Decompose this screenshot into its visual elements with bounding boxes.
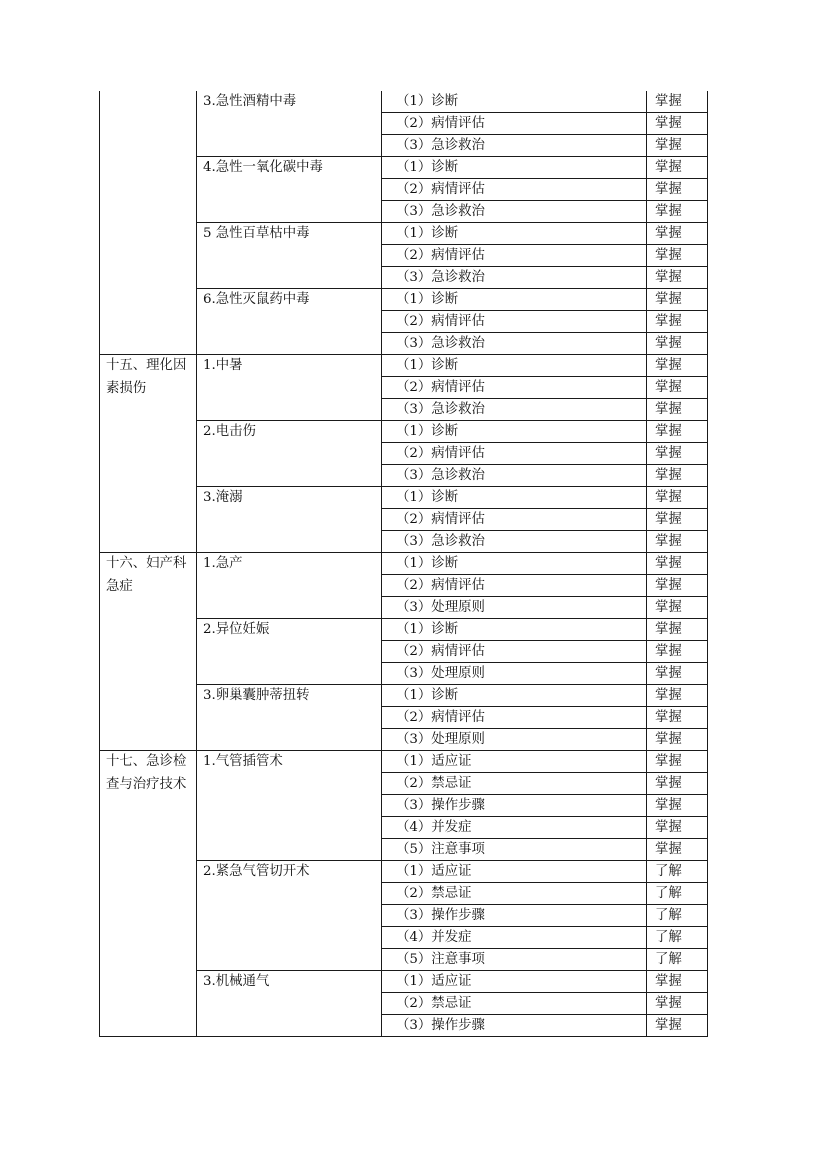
subtopic-cell: （3）处理原则 xyxy=(382,663,647,685)
subtopic-cell: （2）病情评估 xyxy=(382,113,647,135)
requirement-cell: 掌握 xyxy=(647,619,708,641)
subtopic-cell: （4）并发症 xyxy=(382,817,647,839)
subtopic-cell: （1）诊断 xyxy=(382,223,647,245)
requirement-cell: 掌握 xyxy=(647,443,708,465)
requirement-cell: 掌握 xyxy=(647,707,708,729)
requirement-cell: 掌握 xyxy=(647,333,708,355)
subtopic-cell: （3）急诊救治 xyxy=(382,201,647,223)
requirement-cell: 掌握 xyxy=(647,179,708,201)
category-cell xyxy=(100,91,197,355)
requirement-cell: 掌握 xyxy=(647,311,708,333)
subtopic-cell: （3）操作步骤 xyxy=(382,795,647,817)
requirement-cell: 掌握 xyxy=(647,399,708,421)
requirement-cell: 掌握 xyxy=(647,135,708,157)
requirement-cell: 掌握 xyxy=(647,597,708,619)
subtopic-cell: （1）适应证 xyxy=(382,861,647,883)
requirement-cell: 掌握 xyxy=(647,663,708,685)
topic-cell: 6.急性灭鼠药中毒 xyxy=(197,289,382,355)
topic-cell: 3.机械通气 xyxy=(197,971,382,1037)
requirement-cell: 掌握 xyxy=(647,993,708,1015)
topic-cell: 2.电击伤 xyxy=(197,421,382,487)
requirement-cell: 掌握 xyxy=(647,531,708,553)
category-cell: 十五、理化因素损伤 xyxy=(100,355,197,553)
requirement-cell: 了解 xyxy=(647,883,708,905)
subtopic-cell: （2）病情评估 xyxy=(382,179,647,201)
requirement-cell: 掌握 xyxy=(647,267,708,289)
subtopic-cell: （2）病情评估 xyxy=(382,443,647,465)
subtopic-cell: （1）适应证 xyxy=(382,751,647,773)
requirement-cell: 掌握 xyxy=(647,421,708,443)
requirement-cell: 掌握 xyxy=(647,575,708,597)
requirement-cell: 掌握 xyxy=(647,245,708,267)
subtopic-cell: （2）禁忌证 xyxy=(382,883,647,905)
topic-cell: 3.淹溺 xyxy=(197,487,382,553)
subtopic-cell: （2）病情评估 xyxy=(382,377,647,399)
subtopic-cell: （2）禁忌证 xyxy=(382,773,647,795)
subtopic-cell: （1）诊断 xyxy=(382,421,647,443)
subtopic-cell: （1）诊断 xyxy=(382,157,647,179)
subtopic-cell: （3）操作步骤 xyxy=(382,1015,647,1037)
requirement-cell: 掌握 xyxy=(647,113,708,135)
table-row xyxy=(100,553,708,575)
requirement-cell: 掌握 xyxy=(647,685,708,707)
topic-cell: 2.异位妊娠 xyxy=(197,619,382,685)
requirement-cell: 掌握 xyxy=(647,201,708,223)
subtopic-cell: （2）病情评估 xyxy=(382,311,647,333)
subtopic-cell: （1）诊断 xyxy=(382,487,647,509)
table-row xyxy=(100,355,708,377)
topic-cell: 3.卵巢囊肿蒂扭转 xyxy=(197,685,382,751)
requirement-cell: 掌握 xyxy=(647,553,708,575)
subtopic-cell: （1）诊断 xyxy=(382,355,647,377)
requirement-cell: 掌握 xyxy=(647,795,708,817)
subtopic-cell: （2）病情评估 xyxy=(382,245,647,267)
requirement-cell: 了解 xyxy=(647,905,708,927)
table-row xyxy=(100,91,708,113)
subtopic-cell: （2）病情评估 xyxy=(382,707,647,729)
requirement-cell: 掌握 xyxy=(647,465,708,487)
subtopic-cell: （3）急诊救治 xyxy=(382,333,647,355)
subtopic-cell: （2）病情评估 xyxy=(382,641,647,663)
subtopic-cell: （1）适应证 xyxy=(382,971,647,993)
subtopic-cell: （2）病情评估 xyxy=(382,509,647,531)
requirement-cell: 掌握 xyxy=(647,971,708,993)
topic-cell: 5 急性百草枯中毒 xyxy=(197,223,382,289)
requirement-cell: 掌握 xyxy=(647,641,708,663)
category-cell: 十七、急诊检查与治疗技术 xyxy=(100,751,197,1037)
requirement-cell: 掌握 xyxy=(647,817,708,839)
subtopic-cell: （3）急诊救治 xyxy=(382,531,647,553)
subtopic-cell: （5）注意事项 xyxy=(382,839,647,861)
subtopic-cell: （1）诊断 xyxy=(382,685,647,707)
subtopic-cell: （3）处理原则 xyxy=(382,729,647,751)
requirement-cell: 掌握 xyxy=(647,91,708,113)
requirement-cell: 掌握 xyxy=(647,751,708,773)
syllabus-table xyxy=(99,91,708,1037)
subtopic-cell: （3）急诊救治 xyxy=(382,135,647,157)
requirement-cell: 掌握 xyxy=(647,1015,708,1037)
topic-cell: 3.急性酒精中毒 xyxy=(197,91,382,157)
subtopic-cell: （2）禁忌证 xyxy=(382,993,647,1015)
topic-cell: 2.紧急气管切开术 xyxy=(197,861,382,971)
subtopic-cell: （1）诊断 xyxy=(382,619,647,641)
requirement-cell: 掌握 xyxy=(647,377,708,399)
requirement-cell: 了解 xyxy=(647,949,708,971)
requirement-cell: 掌握 xyxy=(647,729,708,751)
category-cell: 十六、妇产科急症 xyxy=(100,553,197,751)
topic-cell: 1.气管插管术 xyxy=(197,751,382,861)
subtopic-cell: （1）诊断 xyxy=(382,553,647,575)
requirement-cell: 掌握 xyxy=(647,509,708,531)
requirement-cell: 掌握 xyxy=(647,355,708,377)
subtopic-cell: （1）诊断 xyxy=(382,289,647,311)
subtopic-cell: （3）急诊救治 xyxy=(382,267,647,289)
subtopic-cell: （3）处理原则 xyxy=(382,597,647,619)
subtopic-cell: （2）病情评估 xyxy=(382,575,647,597)
requirement-cell: 掌握 xyxy=(647,487,708,509)
subtopic-cell: （5）注意事项 xyxy=(382,949,647,971)
requirement-cell: 掌握 xyxy=(647,157,708,179)
requirement-cell: 掌握 xyxy=(647,773,708,795)
table-row xyxy=(100,751,708,773)
requirement-cell: 了解 xyxy=(647,861,708,883)
topic-cell: 4.急性一氧化碳中毒 xyxy=(197,157,382,223)
subtopic-cell: （3）急诊救治 xyxy=(382,399,647,421)
requirement-cell: 掌握 xyxy=(647,839,708,861)
syllabus-table-body xyxy=(100,91,708,1037)
requirement-cell: 了解 xyxy=(647,927,708,949)
subtopic-cell: （1）诊断 xyxy=(382,91,647,113)
topic-cell: 1.中暑 xyxy=(197,355,382,421)
requirement-cell: 掌握 xyxy=(647,289,708,311)
subtopic-cell: （3）操作步骤 xyxy=(382,905,647,927)
subtopic-cell: （4）并发症 xyxy=(382,927,647,949)
subtopic-cell: （3）急诊救治 xyxy=(382,465,647,487)
topic-cell: 1.急产 xyxy=(197,553,382,619)
requirement-cell: 掌握 xyxy=(647,223,708,245)
